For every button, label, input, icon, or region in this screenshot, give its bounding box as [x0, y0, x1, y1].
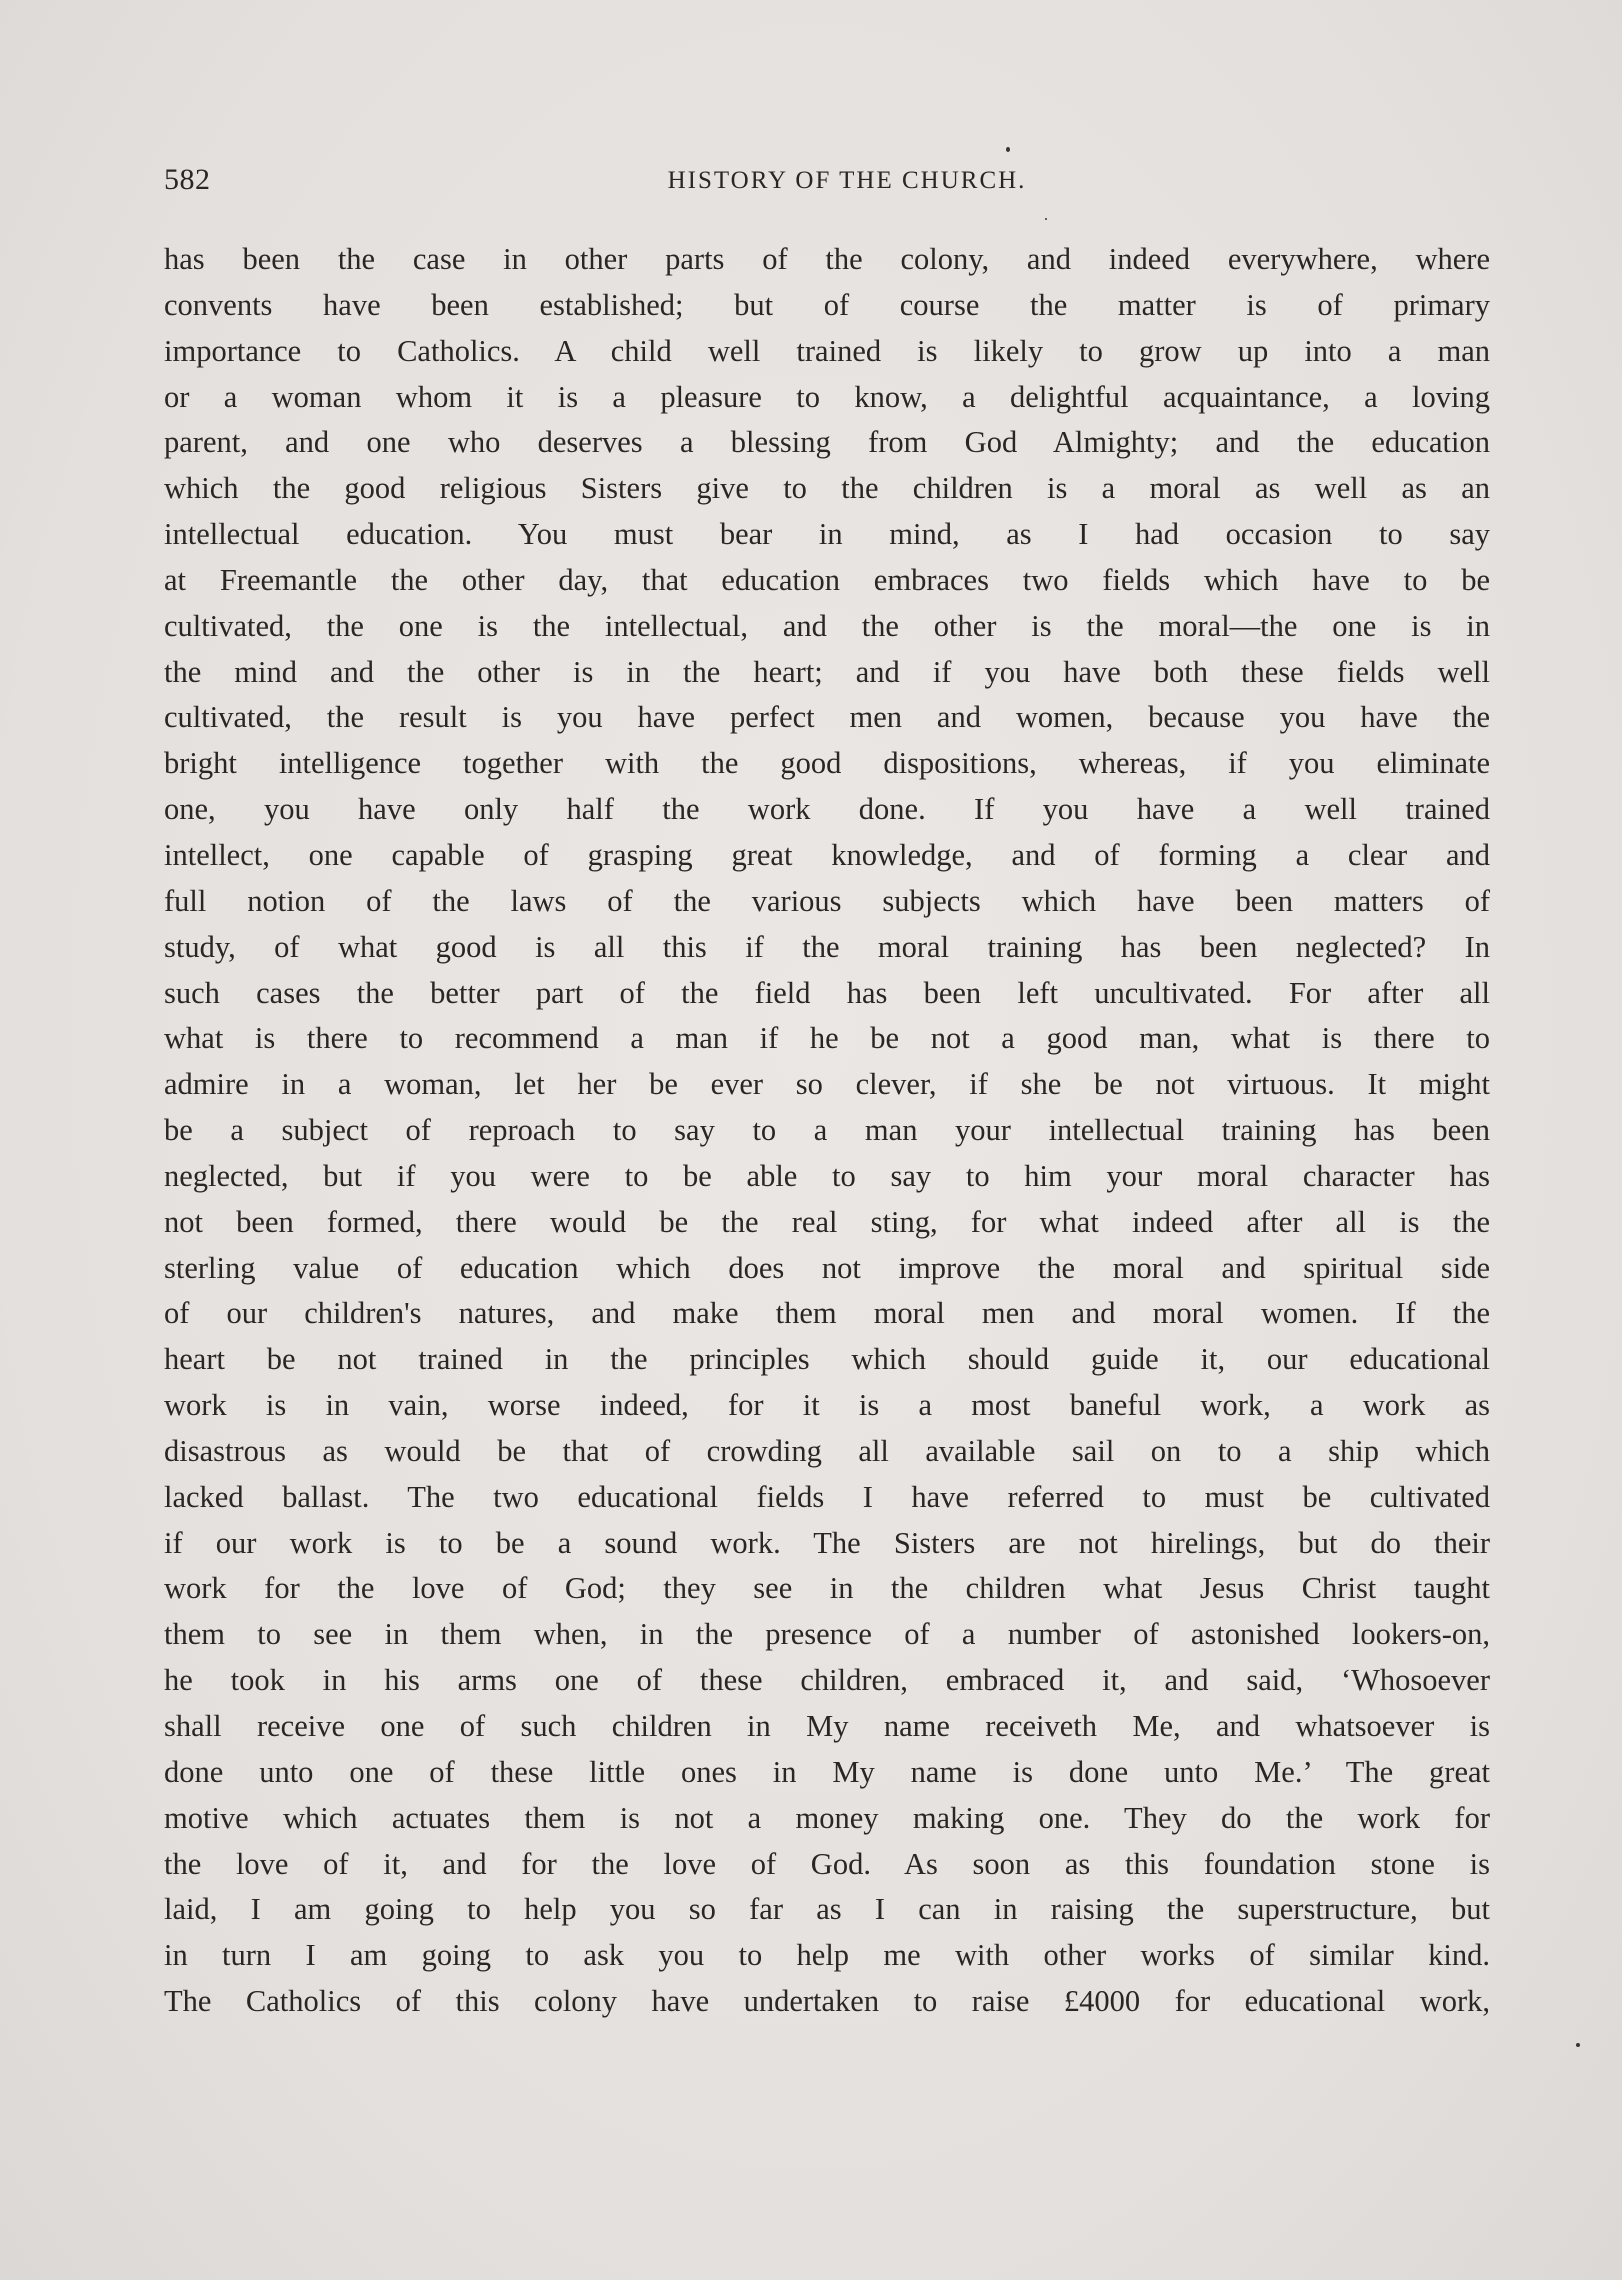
text-line: laid, I am going to help you so far as I can in raising the superstructure, but	[164, 1892, 1490, 1927]
text-line: heart be not trained in the principles which should guide it, our educational	[164, 1342, 1490, 1377]
text-line: at Freemantle the other day, that education embraces two fields which have to be	[164, 562, 1490, 597]
text-line: parent, and one who deserves a blessing from God Almighty; and the education	[164, 425, 1490, 460]
text-line: motive which actuates them is not a money making one. They do the work for	[164, 1800, 1490, 1835]
text-line: which the good religious Sisters give to the children is a moral as well as an	[164, 471, 1490, 506]
print-speck	[1006, 147, 1010, 152]
text-line: admire in a woman, let her be ever so clever, if she be not virtuous. It might	[164, 1067, 1490, 1102]
print-speck	[1576, 2043, 1580, 2047]
text-line: intellectual education. You must bear in mind, as I had occasion to say	[164, 517, 1490, 552]
page-number: 582	[164, 163, 211, 196]
text-line: sterling value of education which does not improve the moral and spiritual side	[164, 1250, 1490, 1285]
text-line: of our children's natures, and make them moral men and moral women. If the	[164, 1296, 1490, 1331]
text-line: bright intelligence together with the good dispositions, whereas, if you eliminate	[164, 746, 1490, 781]
text-line: disastrous as would be that of crowding all available sail on to a ship which	[164, 1433, 1490, 1468]
running-title: HISTORY OF THE CHURCH.	[667, 167, 1027, 194]
text-line: or a woman whom it is a pleasure to know, a delightful acquaintance, a loving	[164, 379, 1490, 414]
text-line: cultivated, the result is you have perfect men and women, because you have the	[164, 700, 1490, 735]
text-line: if our work is to be a sound work. The Sisters are not hirelings, but do their	[164, 1525, 1490, 1560]
text-line: study, of what good is all this if the moral training has been neglected? In	[164, 929, 1490, 964]
text-line: he took in his arms one of these children, embraced it, and said, ‘Whosoever	[164, 1663, 1490, 1698]
text-line: in turn I am going to ask you to help me with other works of similar kind.	[164, 1938, 1490, 1973]
text-line: has been the case in other parts of the colony, and indeed everywhere, where	[164, 242, 1490, 276]
text-line: importance to Catholics. A child well trained is likely to grow up into a man	[164, 333, 1490, 368]
text-line: shall receive one of such children in My name receiveth Me, and whatsoever is	[164, 1709, 1490, 1743]
text-line: not been formed, there would be the real sting, for what indeed after all is the	[164, 1204, 1490, 1239]
text-line: cultivated, the one is the intellectual, and the other is the moral—the one is in	[164, 608, 1490, 643]
text-line: work for the love of God; they see in the children what Jesus Christ taught	[164, 1571, 1490, 1606]
text-line: convents have been established; but of course the matter is of primary	[164, 287, 1490, 322]
text-line: one, you have only half the work done. If you have a well trained	[164, 792, 1490, 827]
text-line: the mind and the other is in the heart; and if you have both these fields well	[164, 654, 1490, 689]
text-line: done unto one of these little ones in My name is done unto Me.’ The great	[164, 1754, 1490, 1789]
text-line: be a subject of reproach to say to a man your intellectual training has been	[164, 1113, 1490, 1148]
text-line: what is there to recommend a man if he be not a good man, what is there to	[164, 1021, 1490, 1056]
running-head	[164, 163, 1490, 203]
text-line: The Catholics of this colony have undertaken to raise £4000 for educational work,	[164, 1984, 1490, 2019]
text-line: lacked ballast. The two educational fields I have referred to must be cultivated	[164, 1479, 1490, 1514]
text-line: neglected, but if you were to be able to say to him your moral character has	[164, 1158, 1490, 1193]
text-line: intellect, one capable of grasping great knowledge, and of forming a clear and	[164, 837, 1490, 872]
text-line: full notion of the laws of the various subjects which have been matters of	[164, 883, 1490, 918]
text-line: the love of it, and for the love of God. As soon as this foundation stone is	[164, 1846, 1490, 1881]
text-line: work is in vain, worse indeed, for it is a most baneful work, a work as	[164, 1388, 1490, 1423]
body-text	[164, 237, 1490, 2025]
print-speck	[1045, 218, 1047, 220]
text-line: them to see in them when, in the presence of a number of astonished lookers-on,	[164, 1617, 1490, 1652]
text-line: such cases the better part of the field has been left uncultivated. For after all	[164, 975, 1490, 1010]
